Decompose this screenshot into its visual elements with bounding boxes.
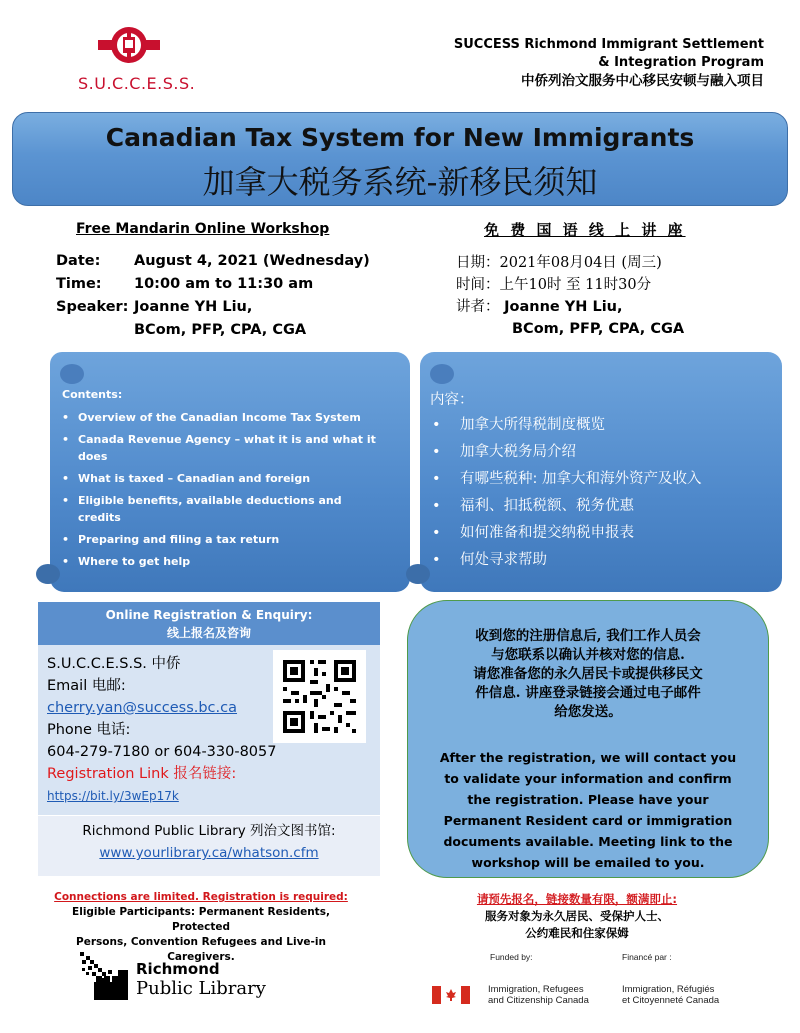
- registration-header: [38, 602, 380, 645]
- speaker-label-chinese: 讲者：: [456, 299, 500, 315]
- info-line: After the registration, we will contact you: [439, 750, 737, 765]
- info-line: 收到您的注册信息后, 我们工作人员会: [475, 628, 701, 644]
- list-item: • Overview of the Canadian Income Tax System: [62, 409, 382, 426]
- eligibility-line-chinese: 服务对象为永久居民、受保护人士、: [485, 909, 669, 923]
- time-value: 10:00 am to 11:30 am: [134, 276, 314, 292]
- logo-text: S.U.C.C.E.S.S.: [78, 74, 196, 93]
- workshop-heading: Free Mandarin Online Workshop: [76, 221, 330, 237]
- canada-flag-icon: [432, 986, 470, 1004]
- funded-by-label: Funded by:: [490, 952, 533, 962]
- phone-numbers: 604-279-7180 or 604-330-8057: [47, 744, 277, 760]
- limited-connections-warning: Connections are limited. Registration is required:: [54, 891, 348, 903]
- info-english: [422, 747, 754, 873]
- info-line: workshop will be emailed to you.: [471, 855, 705, 870]
- list-item: • Canada Revenue Agency – what it is and what it does: [62, 431, 382, 465]
- richmond-library-logo-icon: [78, 950, 130, 1002]
- list-item: • 如何准备和提交纳税申报表: [430, 523, 775, 543]
- info-chinese: [430, 627, 746, 722]
- organization-block: [454, 36, 764, 90]
- info-line: 给您发送。: [554, 704, 622, 720]
- registration-link[interactable]: https://bit.ly/3wEp17k: [47, 789, 179, 803]
- richmond-library-wordmark: [136, 960, 266, 999]
- info-line: 件信息. 讲座登录链接会通过电子邮件: [475, 685, 701, 701]
- eligibility-line: Eligible Participants: Permanent Residents, Protected: [72, 906, 330, 933]
- email-link[interactable]: cherry.yan@success.bc.ca: [47, 700, 238, 716]
- page-title: Canadian Tax System for New Immigrants: [105, 123, 695, 152]
- org-name-line1: SUCCESS Richmond Immigrant Settlement: [453, 37, 764, 52]
- list-item: • 有哪些税种: 加拿大和海外资产及收入: [430, 469, 775, 489]
- ircc-english-line: and Citizenship Canada: [488, 995, 589, 1006]
- info-line: Permanent Resident card or immigration: [443, 813, 733, 828]
- list-item: • What is taxed – Canadian and foreign: [62, 470, 382, 487]
- phone-label: Phone 电话:: [47, 722, 131, 738]
- ircc-french-line: et Citoyenneté Canada: [622, 995, 720, 1006]
- ircc-english: [488, 984, 589, 1006]
- contents-heading: Contents:: [62, 388, 123, 401]
- list-item: • 福利、扣抵税额、税务优惠: [430, 496, 775, 516]
- library-box: [38, 816, 380, 876]
- info-line: to validate your information and confirm: [444, 771, 732, 786]
- ircc-french-line: Immigration, Réfugiés: [622, 984, 715, 995]
- registration-org: S.U.C.C.E.S.S. 中侨: [47, 656, 181, 672]
- workshop-heading-chinese: 免 费 国 语 线 上 讲 座: [484, 221, 686, 239]
- list-item: • 加拿大所得税制度概览: [430, 415, 775, 435]
- list-item: • 加拿大税务局介绍: [430, 442, 775, 462]
- speaker-name: Joanne YH Liu,: [134, 299, 253, 315]
- contents-heading-chinese: 内容：: [430, 392, 474, 408]
- info-line: the registration. Please have your: [467, 792, 709, 807]
- eligibility-note-chinese: [422, 891, 732, 942]
- funder-block: [432, 948, 772, 1010]
- scroll-curl-icon: [430, 364, 454, 384]
- org-name-chinese: 中侨列治文服务中心移民安顿与融入项目: [521, 73, 764, 89]
- registration-header-english: Online Registration & Enquiry:: [105, 608, 313, 622]
- ircc-french: [622, 984, 719, 1006]
- finance-par-label: Financé par :: [622, 952, 672, 962]
- library-link[interactable]: www.yourlibrary.ca/whatson.cfm: [99, 845, 319, 861]
- scroll-curl-icon: [36, 564, 60, 584]
- scroll-curl-icon: [60, 364, 84, 384]
- ircc-english-line: Immigration, Refugees: [488, 984, 584, 995]
- contents-list-chinese: [430, 415, 775, 570]
- contents-panel-chinese: [420, 352, 782, 592]
- speaker-label: Speaker:: [56, 299, 129, 315]
- date-line-chinese: 日期：2021年08月04日 (周三): [456, 255, 662, 271]
- registration-link-label: Registration Link 报名链接:: [47, 766, 237, 782]
- contents-list: [62, 409, 382, 570]
- info-line: documents available. Meeting link to the: [443, 834, 733, 849]
- library-line: Richmond Public Library 列治文图书馆:: [82, 823, 336, 839]
- registration-body: [38, 645, 380, 815]
- page-title-chinese: 加拿大税务系统-新移民须知: [202, 163, 598, 201]
- list-item: • Preparing and filing a tax return: [62, 531, 382, 548]
- speaker-credentials-chinese: BCom, PFP, CPA, CGA: [512, 321, 685, 337]
- list-item: • 何处寻求帮助: [430, 550, 775, 570]
- speaker-name-chinese: Joanne YH Liu,: [504, 299, 623, 315]
- qr-code-icon[interactable]: [273, 650, 366, 743]
- list-item: • Eligible benefits, available deductions and credits: [62, 492, 382, 526]
- eligibility-line: Persons, Convention Refugees and Live-in Caregivers.: [76, 936, 326, 963]
- contents-panel-english: [50, 352, 410, 592]
- time-line-chinese: 时间：上午10时 至 11时30分: [456, 277, 652, 293]
- title-banner: [12, 112, 788, 206]
- info-line: 请您准备您的永久居民卡或提供移民文: [473, 666, 703, 682]
- workshop-details-chinese: [456, 252, 684, 340]
- registration-header-chinese: 线上报名及咨询: [166, 626, 251, 640]
- success-logo-icon: [98, 22, 160, 68]
- date-value: August 4, 2021 (Wednesday): [134, 253, 370, 269]
- registration-info-box: [407, 600, 769, 878]
- library-name-line2: Public Library: [136, 978, 266, 999]
- org-name-line2: & Integration Program: [598, 55, 764, 70]
- list-item: • Where to get help: [62, 553, 382, 570]
- email-label: Email 电邮:: [47, 678, 126, 694]
- speaker-credentials: BCom, PFP, CPA, CGA: [134, 322, 307, 338]
- eligibility-line-chinese: 公约难民和住家保姆: [525, 926, 629, 940]
- scroll-curl-icon: [406, 564, 430, 584]
- library-name-line1: Richmond: [136, 960, 220, 978]
- time-label: Time:: [56, 276, 102, 292]
- workshop-details: [56, 250, 370, 342]
- limited-connections-warning-chinese: 请预先报名，链接数量有限，额满即止:: [476, 892, 678, 906]
- date-label: Date:: [56, 253, 101, 269]
- info-line: 与您联系以确认并核对您的信息.: [491, 647, 685, 663]
